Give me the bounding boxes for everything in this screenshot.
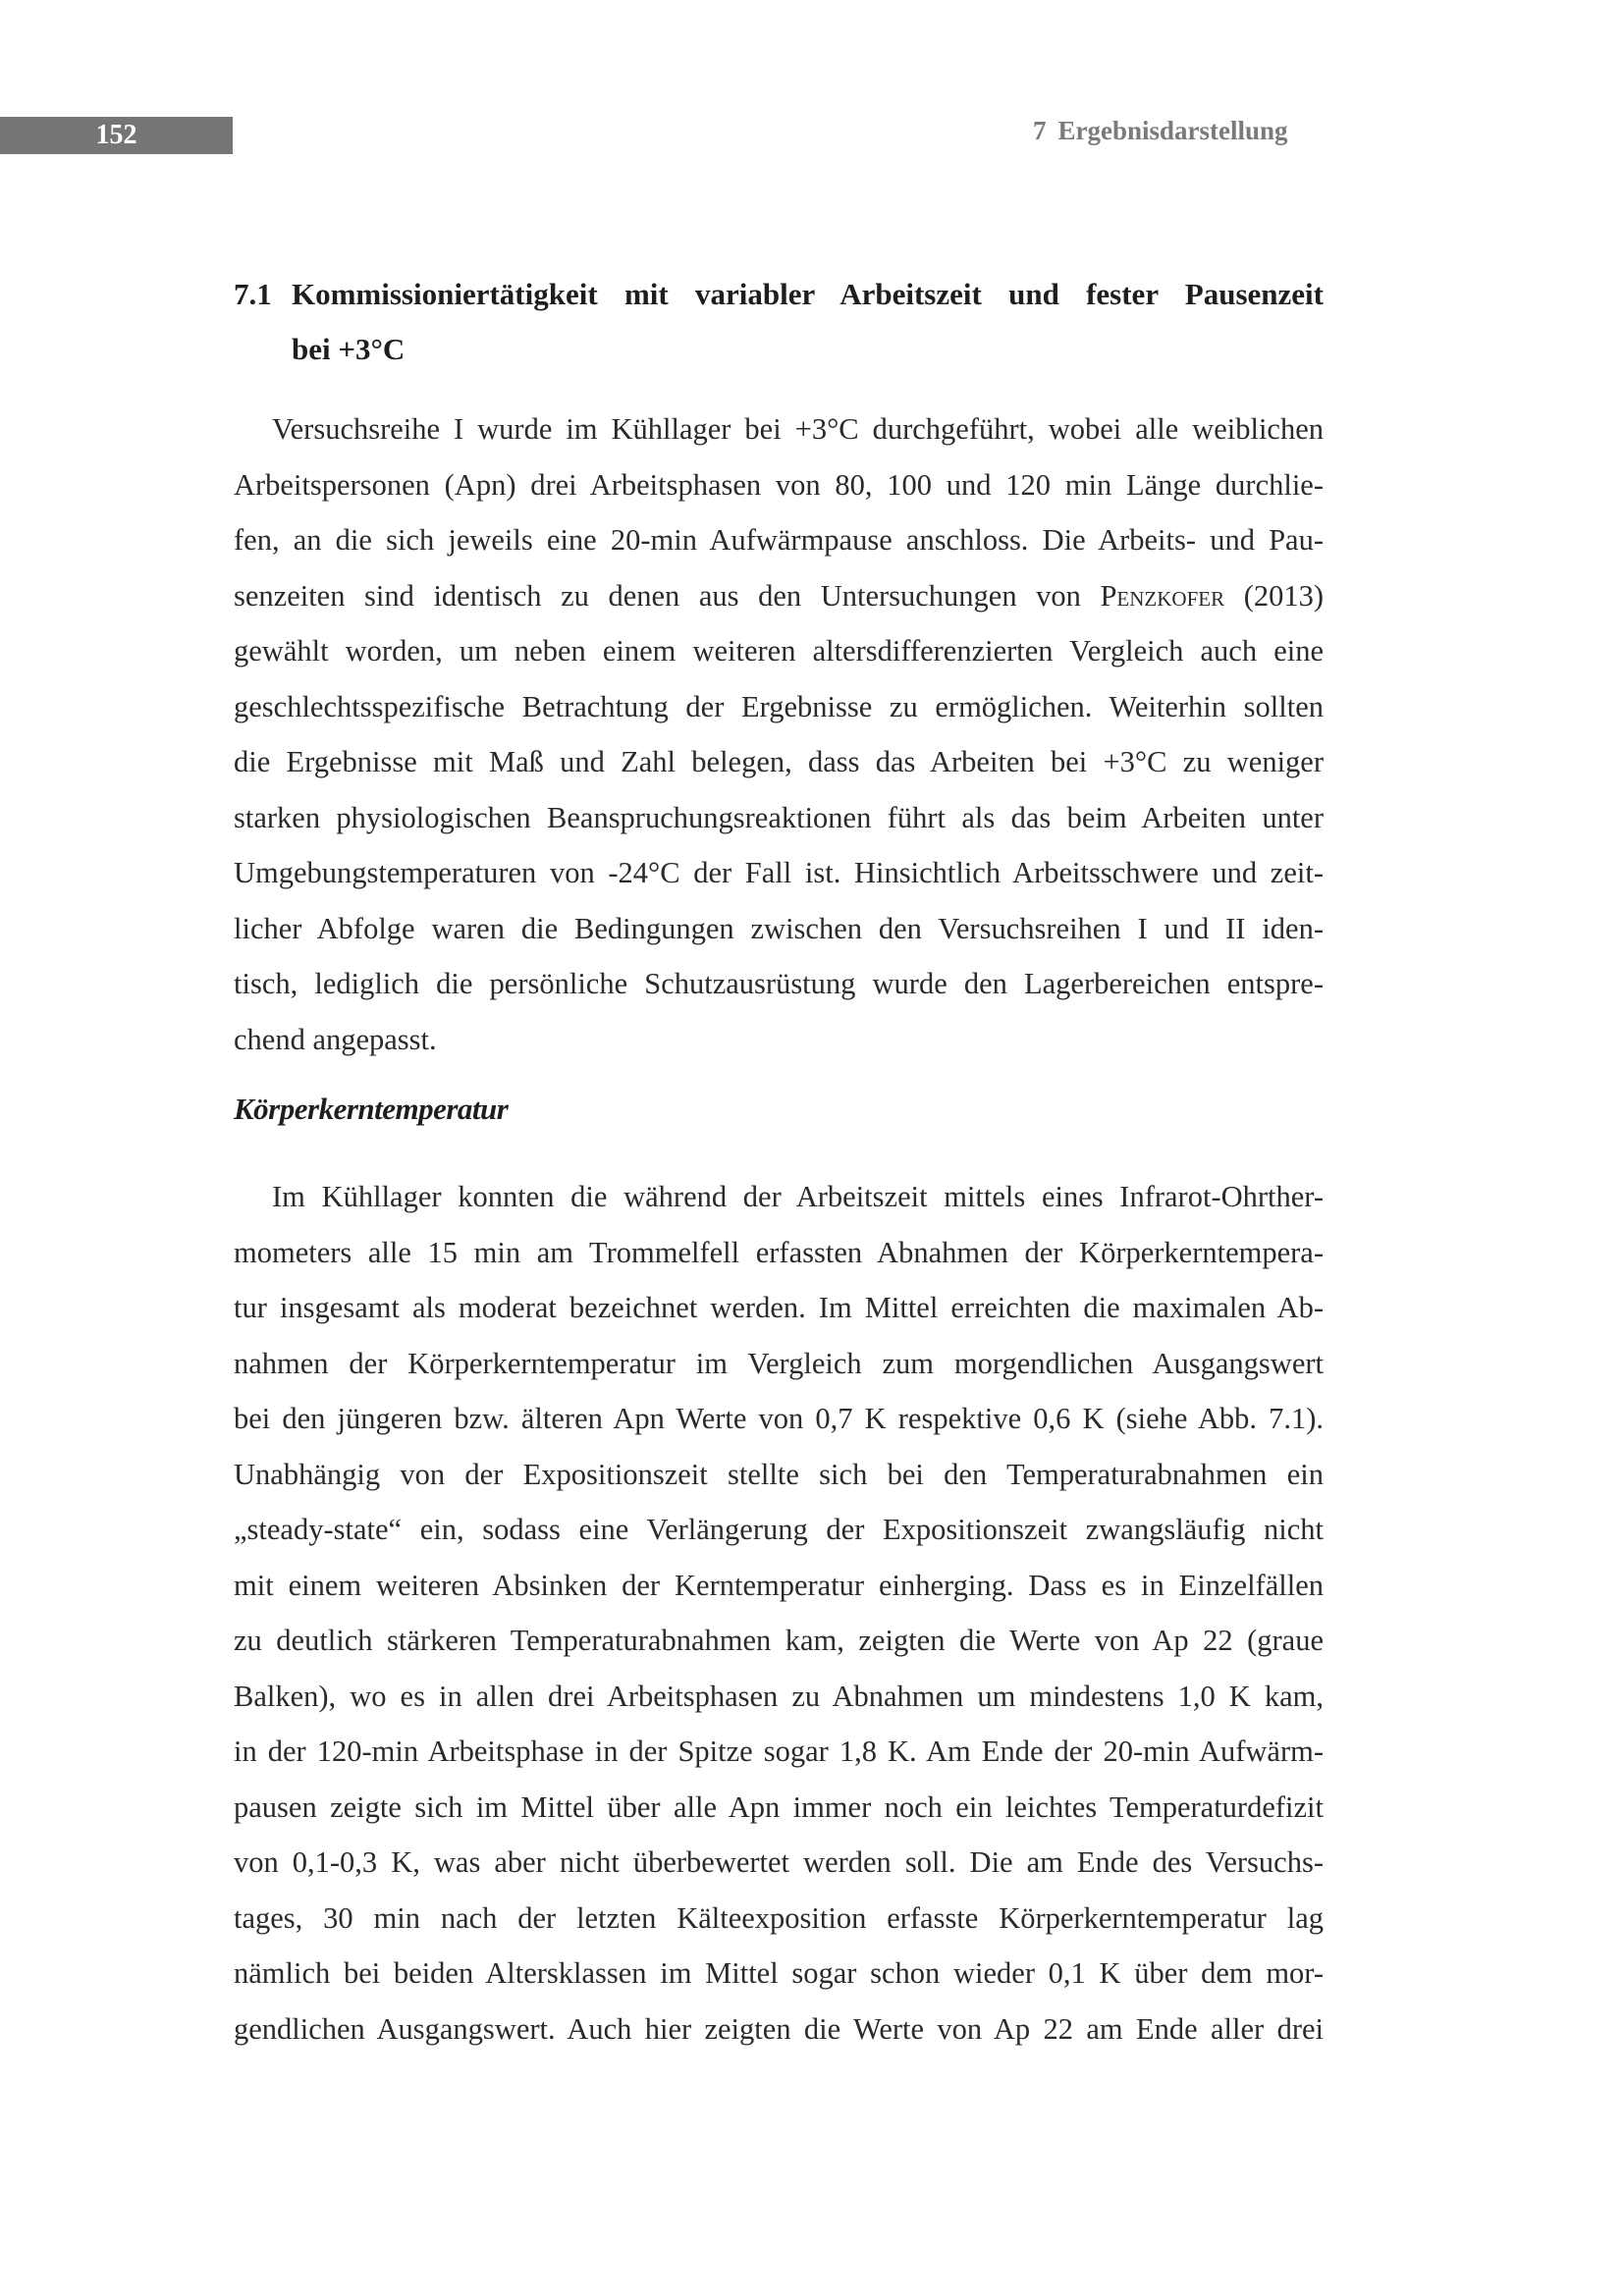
subheading-koerperkerntemperatur: Körperkerntemperatur (234, 1092, 509, 1126)
text-line: die Ergebnisse mit Maß und Zahl belegen, dass das Arbeiten bei +3°C zu weniger (234, 745, 1324, 778)
paragraph-2 (234, 1169, 1324, 2056)
text-line: gewählt worden, um neben einem weiteren altersdifferenzierten Vergleich auch eine (234, 634, 1324, 667)
text-line: mometers alle 15 min am Trommelfell erfassten Abnahmen der Körperkerntempera- (234, 1235, 1324, 1269)
text-line: bei den jüngeren bzw. älteren Apn Werte von 0,7 K respektive 0,6 K (siehe Abb. 7.1). (234, 1402, 1324, 1435)
chapter-number: 7 (1033, 116, 1047, 145)
text-line: tisch, lediglich die persönliche Schutzausrüstung wurde den Lagerbereichen entspre- (234, 967, 1324, 1000)
text-line: chend angepasst. (234, 1022, 437, 1056)
page-number: 152 (95, 120, 137, 150)
text-line: Im Kühllager konnten die während der Arbeitszeit mittels eines Infrarot-Ohrther- (272, 1180, 1324, 1213)
running-header (1033, 116, 1288, 146)
text-line: „steady-state“ ein, sodass eine Verlängerung der Expositionszeit zwangsläufig nicht (234, 1513, 1324, 1546)
text-line: nämlich bei beiden Altersklassen im Mittel sogar schon wieder 0,1 K über dem mor- (234, 1956, 1324, 1990)
text-line: Balken), wo es in allen drei Arbeitsphasen zu Abnahmen um mindestens 1,0 K kam, (234, 1679, 1324, 1713)
text-line: licher Abfolge waren die Bedingungen zwischen den Versuchsreihen I und II iden- (234, 911, 1324, 945)
text-line: Umgebungstemperaturen von -24°C der Fall ist. Hinsichtlich Arbeitsschwere und zeit- (234, 856, 1324, 889)
text-line: von 0,1-0,3 K, was aber nicht überbewertet werden soll. Die am Ende des Versuchs- (234, 1845, 1324, 1879)
text-line: geschlechtsspezifische Betrachtung der Ergebnisse zu ermöglichen. Weiterhin sollten (234, 689, 1324, 723)
paragraph-2-text (234, 1169, 1324, 2056)
citation-author: Penzkofer (1100, 578, 1225, 613)
text-line: gendlichen Ausgangswert. Auch hier zeigten die Werte von Ap 22 am Ende aller drei (234, 2011, 1324, 2046)
page-number-box (0, 117, 233, 154)
text-line: Arbeitspersonen (Apn) drei Arbeitsphasen von 80, 100 und 120 min Länge durchlie- (234, 467, 1324, 502)
text-fragment: senzeiten sind identisch zu denen aus den Untersuchungen von (234, 578, 1101, 613)
text-line: Versuchsreihe I wurde im Kühllager bei +3°C durchgeführt, wobei alle weiblichen (272, 412, 1324, 446)
text-line: in der 120-min Arbeitsphase in der Spitze sogar 1,8 K. Am Ende der 20-min Aufwärm- (234, 1735, 1324, 1768)
section-number: 7.1 (234, 277, 272, 311)
chapter-title: Ergebnisdarstellung (1057, 116, 1288, 145)
paragraph-1 (234, 401, 1324, 1067)
section-title-line-2: bei +3°C (292, 332, 406, 366)
text-line: Unabhängig von der Expositionszeit stellte sich bei den Temperaturabnahmen ein (234, 1457, 1324, 1491)
text-line: fen, an die sich jeweils eine 20-min Aufwärmpause anschloss. Die Arbeits- und Pau- (234, 523, 1324, 557)
text-line: zu deutlich stärkeren Temperaturabnahmen kam, zeigten die Werte von Ap 22 (graue (234, 1624, 1324, 1657)
text-line: starken physiologischen Beanspruchungsreaktionen führt als das beim Arbeiten unter (234, 800, 1324, 834)
section-heading (234, 267, 1324, 377)
text-line: tur insgesamt als moderat bezeichnet werden. Im Mittel erreichten die maximalen Ab- (234, 1291, 1324, 1324)
text-line: mit einem weiteren Absinken der Kerntemperatur einherging. Dass es in Einzelfällen (234, 1568, 1324, 1602)
text-line-with-citation (234, 568, 1324, 624)
text-line: pausen zeigte sich im Mittel über alle Apn immer noch ein leichtes Temperaturdefizit (234, 1789, 1324, 1824)
text-line: nahmen der Körperkerntemperatur im Vergleich zum morgendlichen Ausgangswert (234, 1346, 1324, 1380)
paragraph-1-text (234, 401, 1324, 1067)
text-line: tages, 30 min nach der letzten Kälteexposition erfasste Körperkerntemperatur lag (234, 1900, 1324, 1935)
citation-year: (2013) (1243, 578, 1325, 613)
section-title-line-1: Kommissioniertätigkeit mit variabler Arbeitszeit und fester Pausenzeit (292, 277, 1324, 311)
